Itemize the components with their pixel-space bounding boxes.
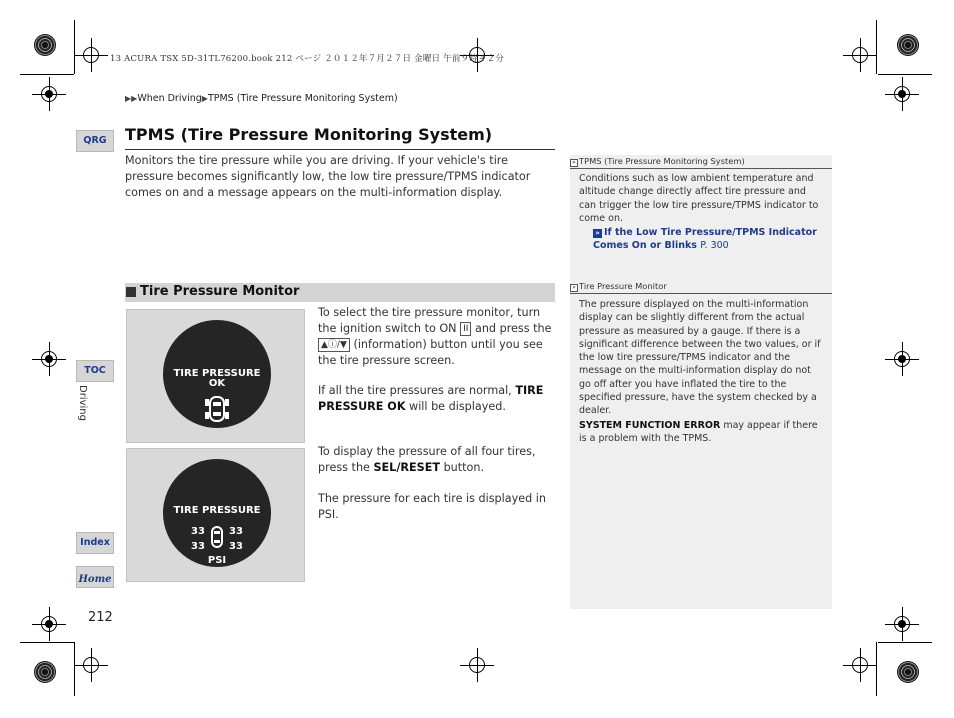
title-divider (125, 149, 555, 150)
registration-mark (891, 348, 913, 370)
instruction-select-monitor (318, 305, 553, 369)
registration-mark (891, 83, 913, 105)
page-number: 212 (88, 610, 113, 625)
registration-mark (466, 654, 488, 676)
instruction-text: If all the tire pressures are normal, (318, 384, 512, 397)
crop-line (20, 74, 74, 75)
breadcrumb (125, 93, 398, 104)
display-illustration-psi (126, 448, 305, 582)
registration-mark (849, 44, 871, 66)
note-body-system-error (579, 419, 825, 446)
print-mark-starburst-tl (34, 34, 56, 56)
display-disc (163, 459, 271, 567)
note-title: Tire Pressure Monitor (579, 281, 667, 291)
instruction-text: and press the (474, 322, 552, 335)
tire-value-rear-left: 33 (191, 541, 205, 552)
note-icon: » (570, 159, 578, 167)
crop-line (20, 642, 74, 643)
breadcrumb-link-when-driving[interactable]: When Driving (137, 93, 202, 104)
instruction-text: To display the pressure of all four tires, press the (318, 445, 536, 474)
breadcrumb-arrow-icon: ▶▶ (125, 94, 138, 103)
instruction-display-all (318, 444, 553, 476)
display-illustration-ok (126, 309, 305, 443)
chapter-label: Driving (77, 385, 88, 421)
registration-mark (80, 654, 102, 676)
crop-line (74, 20, 75, 74)
car-tire-icon (209, 525, 225, 549)
car-tire-icon (204, 394, 230, 424)
crop-line (74, 642, 75, 696)
registration-mark (38, 83, 60, 105)
section-title: Tire Pressure Monitor (140, 284, 300, 299)
toc-button[interactable]: TOC (76, 360, 114, 382)
instruction-emphasis: SEL/RESET (373, 461, 440, 474)
display-text-line2: OK (208, 378, 226, 389)
instruction-psi: The pressure for each tire is displayed in PSI. (318, 492, 546, 521)
ignition-on-key-icon: II (460, 322, 471, 336)
print-mark-starburst-tr (897, 34, 919, 56)
section-square-icon (126, 287, 136, 297)
crop-line (878, 74, 932, 75)
breadcrumb-arrow-icon: ▶ (201, 94, 208, 103)
cross-reference-link[interactable] (593, 226, 823, 253)
registration-mark (891, 613, 913, 635)
print-mark-starburst-br (897, 661, 919, 683)
display-text-line1: TIRE PRESSURE (173, 505, 261, 516)
crop-line (876, 20, 877, 74)
instruction-emphasis: TIRE PRESSURE OK (318, 384, 544, 413)
registration-mark (38, 348, 60, 370)
cross-reference-icon: » (593, 229, 602, 238)
tire-value-front-right: 33 (229, 526, 243, 537)
index-button[interactable]: Index (76, 532, 114, 554)
registration-mark (38, 613, 60, 635)
note-header-tire-pressure-monitor (570, 281, 832, 294)
print-header: 13 ACURA TSX 5D-31TL76200.book 212 ページ ２０１２年７月２７日 金曜日 午前９時４２分 (110, 54, 505, 64)
display-text-line1: TIRE PRESSURE (173, 368, 261, 379)
instruction-text: will be displayed. (409, 400, 506, 413)
print-mark-starburst-bl (34, 661, 56, 683)
note-header-tpms (570, 156, 832, 169)
cross-reference-page[interactable]: P. 300 (700, 240, 729, 252)
intro-paragraph: Monitors the tire pressure while you are driving. If your vehicle's tire pressure becomes significantly low, the low tire pressure/TPMS indicator comes on and a message appears on the multi-information display. (125, 154, 531, 199)
registration-mark (849, 654, 871, 676)
instruction-text: button. (443, 461, 485, 474)
info-button-icon: ▲ⓘ/▼ (318, 338, 350, 352)
display-disc (163, 320, 271, 428)
qrg-button[interactable]: QRG (76, 130, 114, 152)
home-button[interactable] (76, 566, 114, 588)
cross-reference-title[interactable]: If the Low Tire Pressure/TPMS Indicator Comes On or Blinks (593, 227, 817, 252)
instruction-normal-pressure (318, 383, 553, 415)
crop-line (876, 642, 877, 696)
registration-mark (80, 44, 102, 66)
note-text: may appear if there is a problem with the TPMS. (579, 420, 818, 445)
display-unit: PSI (207, 555, 227, 566)
note-icon: » (570, 284, 578, 292)
note-body-tpms: Conditions such as low ambient temperature and altitude change directly affect tire pressure and can trigger the low tire pressure/TPMS indicator to come on. (579, 173, 819, 224)
home-label: Home (78, 574, 112, 585)
tire-value-front-left: 33 (191, 526, 205, 537)
instruction-text: (information) button until you see the tire pressure screen. (318, 338, 543, 367)
breadcrumb-current: TPMS (Tire Pressure Monitoring System) (207, 93, 398, 104)
note-title: TPMS (Tire Pressure Monitoring System) (579, 156, 745, 166)
tire-value-rear-right: 33 (229, 541, 243, 552)
note-emphasis: SYSTEM FUNCTION ERROR (579, 420, 721, 431)
note-body-tire-pressure-monitor: The pressure displayed on the multi-information display can be slightly different from the actual pressure as measured by a gauge. If there is a significant difference between the two values, or if the low tire pressure/TPMS indicator and the message on the multi-information display do not go off after you have inflated the tire to the specified pressure, have the system checked by a dealer. (579, 299, 821, 417)
page-title: TPMS (Tire Pressure Monitoring System) (125, 125, 493, 144)
section-header-tire-pressure-monitor (125, 283, 555, 302)
crop-line (878, 642, 932, 643)
instruction-text: To select the tire pressure monitor, turn the ignition switch to ON (318, 306, 541, 335)
